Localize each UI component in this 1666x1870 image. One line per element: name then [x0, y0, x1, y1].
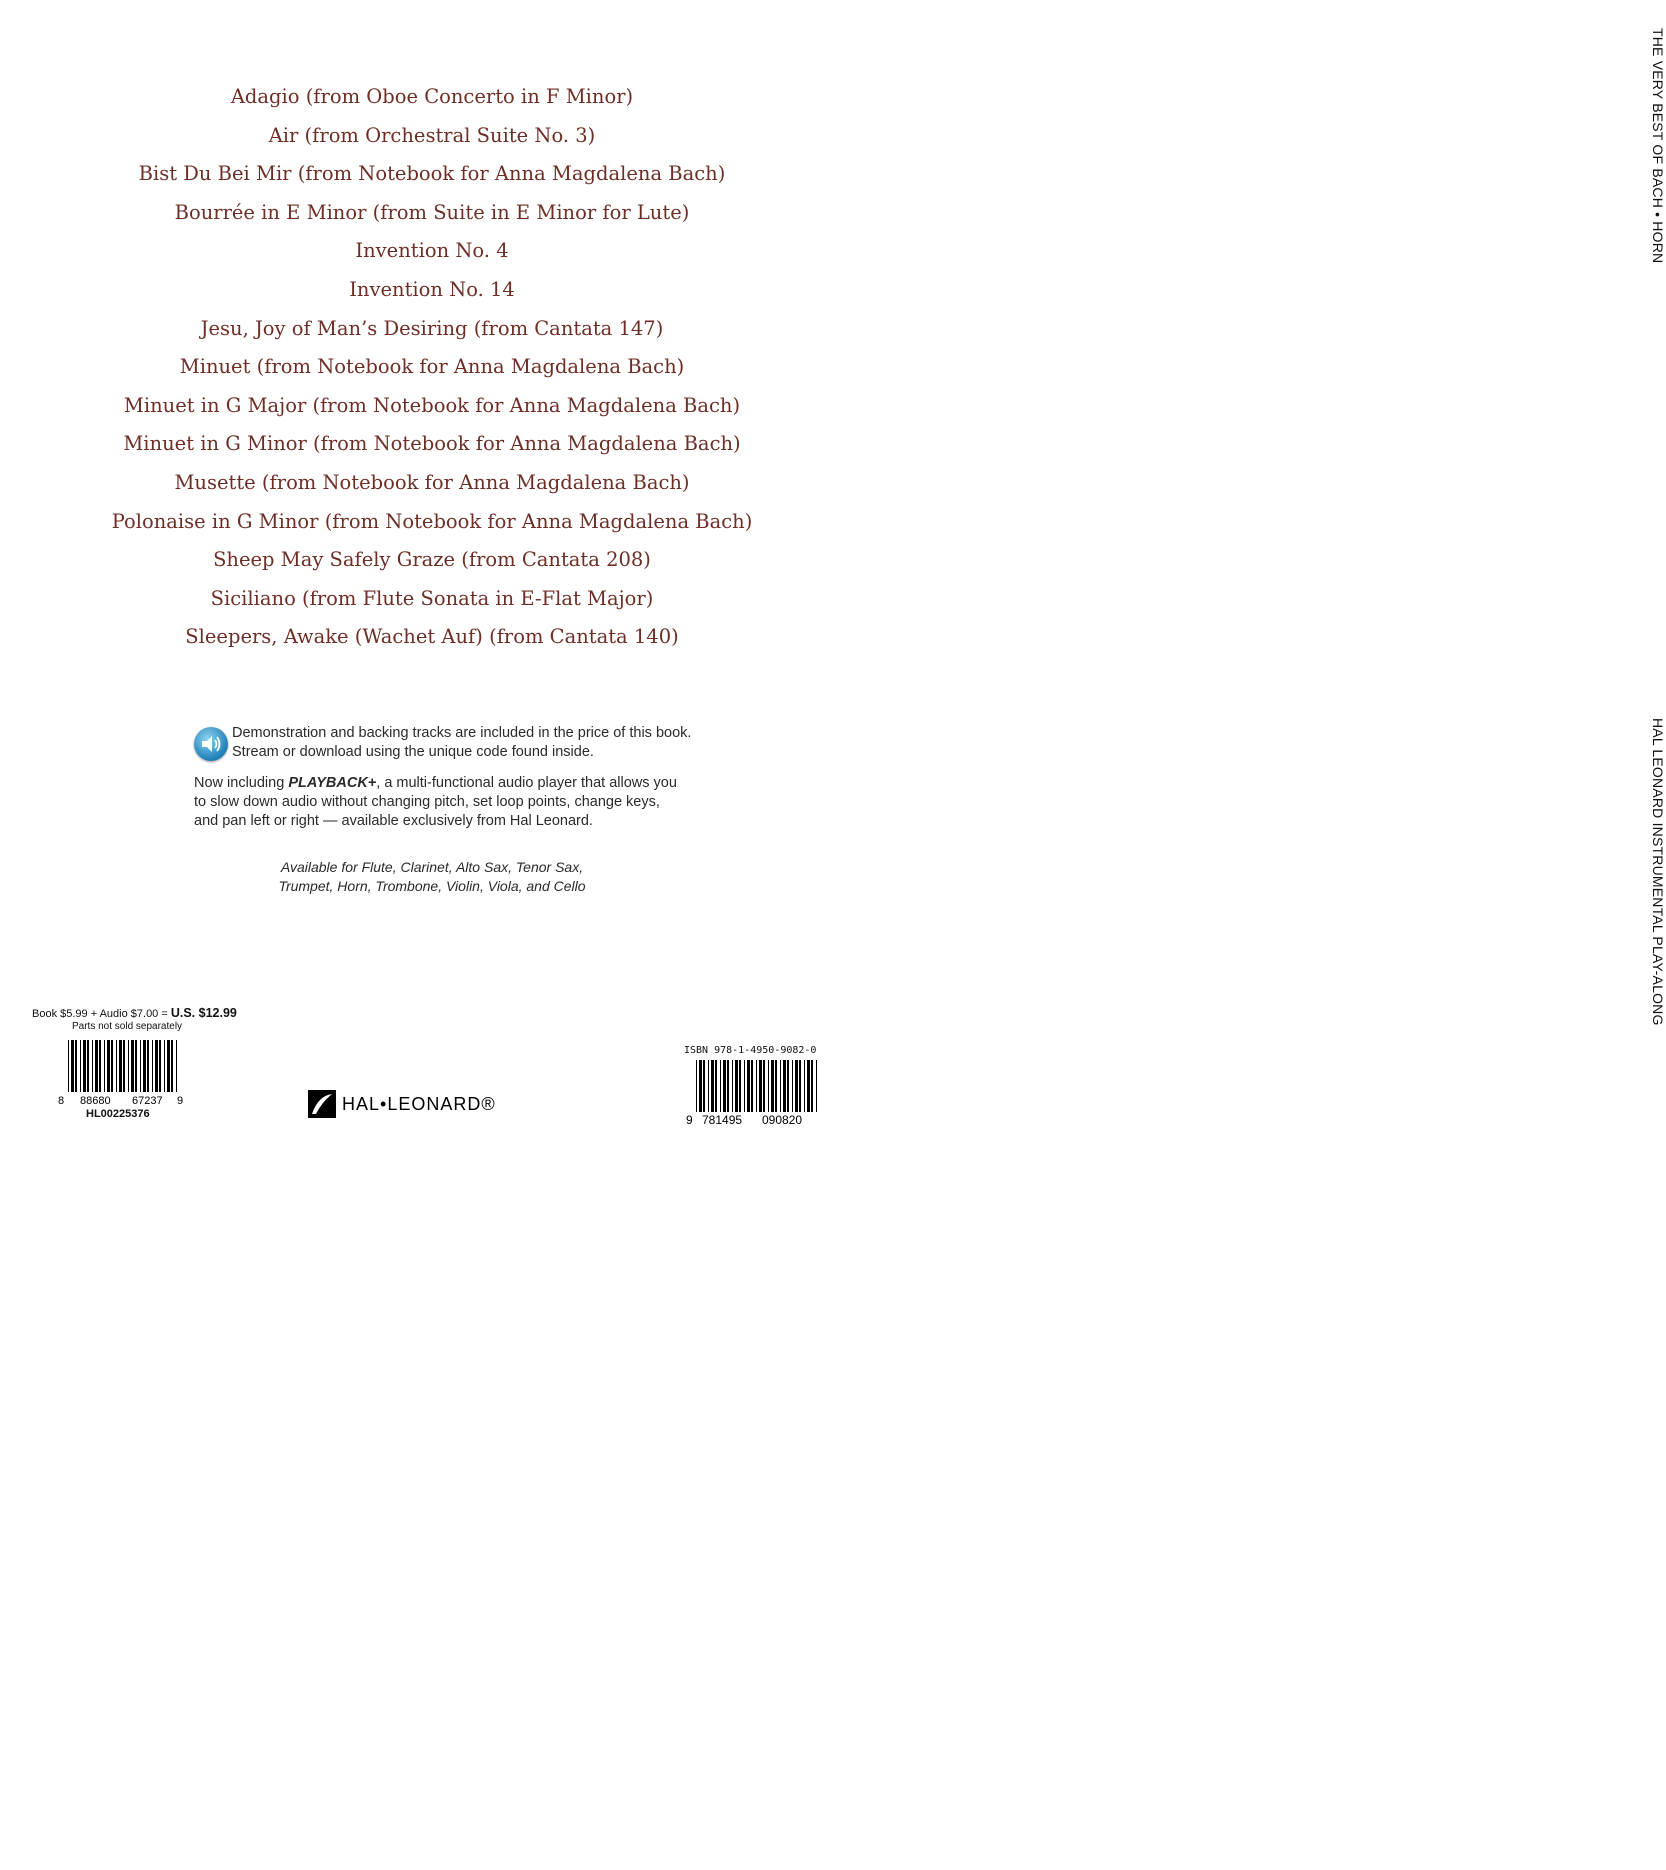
barcode-bar — [720, 1060, 721, 1112]
barcode-bar — [75, 1040, 77, 1092]
barcode-bar — [816, 1060, 817, 1112]
barcode-bar — [131, 1040, 134, 1092]
barcode-bar — [799, 1060, 801, 1112]
barcode-bar — [104, 1040, 105, 1092]
barcode-bar — [171, 1040, 173, 1092]
price-total: U.S. $12.99 — [170, 1006, 237, 1020]
barcode-bar — [155, 1040, 158, 1092]
playback-description — [194, 774, 694, 831]
barcode-bar — [147, 1040, 149, 1092]
song-item: Bist Du Bei Mir (from Notebook for Anna Magdalena Bach) — [138, 162, 726, 186]
speaker-icon — [194, 727, 228, 761]
barcode-bar — [811, 1060, 813, 1112]
price — [32, 1006, 237, 1020]
playback-line-3: and pan left or right — available exclusively from Hal Leonard. — [194, 813, 593, 829]
playback-post: , a multi-functional audio player that allows you — [376, 775, 677, 791]
barcode-bar — [159, 1040, 161, 1092]
isbn-digits-group-2: 090820 — [762, 1113, 803, 1127]
playback-brand: PLAYBACK+ — [288, 775, 377, 791]
barcode-bar — [756, 1060, 757, 1112]
barcode-bar — [723, 1060, 726, 1112]
barcode-bar — [92, 1040, 93, 1092]
barcode-bar — [152, 1040, 153, 1092]
barcode-bar — [759, 1060, 762, 1112]
barcode-bar — [119, 1040, 122, 1092]
playback-pre: Now including — [194, 775, 289, 791]
barcode-bar — [111, 1040, 113, 1092]
barcode-bar — [99, 1040, 101, 1092]
upc-digit-last: 9 — [177, 1095, 184, 1107]
barcode-bar — [135, 1040, 137, 1092]
barcode-bar — [708, 1060, 709, 1112]
barcode-bar — [699, 1060, 702, 1112]
song-item: Invention No. 4 — [355, 239, 509, 263]
barcode-bar — [747, 1060, 750, 1112]
isbn-digit-first: 9 — [686, 1113, 693, 1127]
logo-text: HAL•LEONARD® — [342, 1094, 496, 1114]
barcode-bar — [751, 1060, 753, 1112]
song-item: Bourrée in E Minor (from Suite in E Minor for Lute) — [174, 200, 690, 224]
barcode-bar — [768, 1060, 769, 1112]
logo-mark-icon — [308, 1090, 336, 1118]
song-item: Minuet in G Major (from Notebook for Anna Magdalena Bach) — [123, 393, 741, 417]
spine-title: THE VERY BEST OF BACH • HORN — [1650, 28, 1666, 264]
song-item: Polonaise in G Minor (from Notebook for Anna Magdalena Bach) — [111, 509, 753, 533]
barcode-bar — [763, 1060, 765, 1112]
isbn-label: ISBN 978-1-4950-9082-0 — [684, 1045, 817, 1056]
price-prefix: Book $5.99 + Audio $7.00 = — [32, 1008, 171, 1020]
audio-line-2: Stream or download using the unique code found inside. — [232, 744, 594, 760]
barcode-bar — [727, 1060, 729, 1112]
song-item: Adagio (from Oboe Concerto in F Minor) — [230, 85, 634, 108]
barcode-bar — [80, 1040, 81, 1092]
upc-digits-group-1: 88680 — [80, 1095, 111, 1107]
barcode-bar — [116, 1040, 117, 1092]
upc-barcode — [56, 1040, 186, 1106]
barcode-bar — [95, 1040, 98, 1092]
barcode-bar — [783, 1060, 786, 1112]
song-list — [0, 78, 864, 657]
barcode-bar — [715, 1060, 717, 1112]
barcode-bar — [128, 1040, 129, 1092]
song-item: Sheep May Safely Graze (from Cantata 208) — [213, 548, 651, 572]
barcode-bar — [123, 1040, 125, 1092]
barcode-bar — [787, 1060, 789, 1112]
barcode-bar — [771, 1060, 774, 1112]
barcode-bar — [792, 1060, 793, 1112]
barcode-bar — [696, 1060, 697, 1112]
barcode-bar — [739, 1060, 741, 1112]
barcode-bar — [83, 1040, 86, 1092]
barcode-bar — [807, 1060, 810, 1112]
upc-digit-first: 8 — [58, 1095, 65, 1107]
isbn-barcode — [686, 1060, 820, 1126]
barcode-bar — [164, 1040, 165, 1092]
barcode-bar — [780, 1060, 781, 1112]
barcode-bar — [775, 1060, 777, 1112]
song-item: Jesu, Joy of Man’s Desiring (from Cantata 147) — [200, 316, 664, 340]
barcode-bar — [87, 1040, 89, 1092]
isbn-digits-group-1: 781495 — [702, 1113, 743, 1127]
barcode-bar — [744, 1060, 745, 1112]
barcode-bar — [107, 1040, 110, 1092]
audio-info — [194, 724, 694, 831]
barcode-bar — [68, 1040, 69, 1092]
barcode-bar — [71, 1040, 74, 1092]
available-line-1: Available for Flute, Clarinet, Alto Sax, Tenor Sax, — [280, 859, 584, 875]
barcode-bar — [711, 1060, 714, 1112]
song-item: Musette (from Notebook for Anna Magdalena Bach) — [174, 470, 690, 494]
song-item: Minuet (from Notebook for Anna Magdalena Bach) — [179, 355, 685, 379]
barcode-bar — [795, 1060, 798, 1112]
song-item: Air (from Orchestral Suite No. 3) — [268, 123, 596, 147]
barcode-bar — [176, 1040, 177, 1092]
barcode-bar — [732, 1060, 733, 1112]
spine-series: HAL LEONARD INSTRUMENTAL PLAY-ALONG — [1650, 718, 1666, 1026]
audio-line-1: Demonstration and backing tracks are included in the price of this book. — [232, 725, 692, 741]
product-code: HL00225376 — [86, 1108, 150, 1120]
barcode-bar — [140, 1040, 141, 1092]
barcode-bar — [703, 1060, 705, 1112]
price-note: Parts not sold separately — [72, 1021, 183, 1032]
available-line-2: Trumpet, Horn, Trombone, Violin, Viola, and Cello — [278, 878, 586, 894]
song-item: Minuet in G Minor (from Notebook for Anna Magdalena Bach) — [123, 432, 741, 456]
barcode-bar — [804, 1060, 805, 1112]
playback-line-2: to slow down audio without changing pitch, set loop points, change keys, — [194, 794, 660, 810]
song-item: Siciliano (from Flute Sonata in E-Flat Major) — [210, 586, 654, 610]
song-item: Invention No. 14 — [349, 277, 515, 301]
song-item: Sleepers, Awake (Wachet Auf) (from Cantata 140) — [185, 625, 679, 649]
barcode-bar — [735, 1060, 738, 1112]
barcode-bar — [143, 1040, 146, 1092]
available-instruments — [0, 858, 864, 896]
upc-digits-group-2: 67237 — [132, 1095, 163, 1107]
barcode-bar — [167, 1040, 170, 1092]
